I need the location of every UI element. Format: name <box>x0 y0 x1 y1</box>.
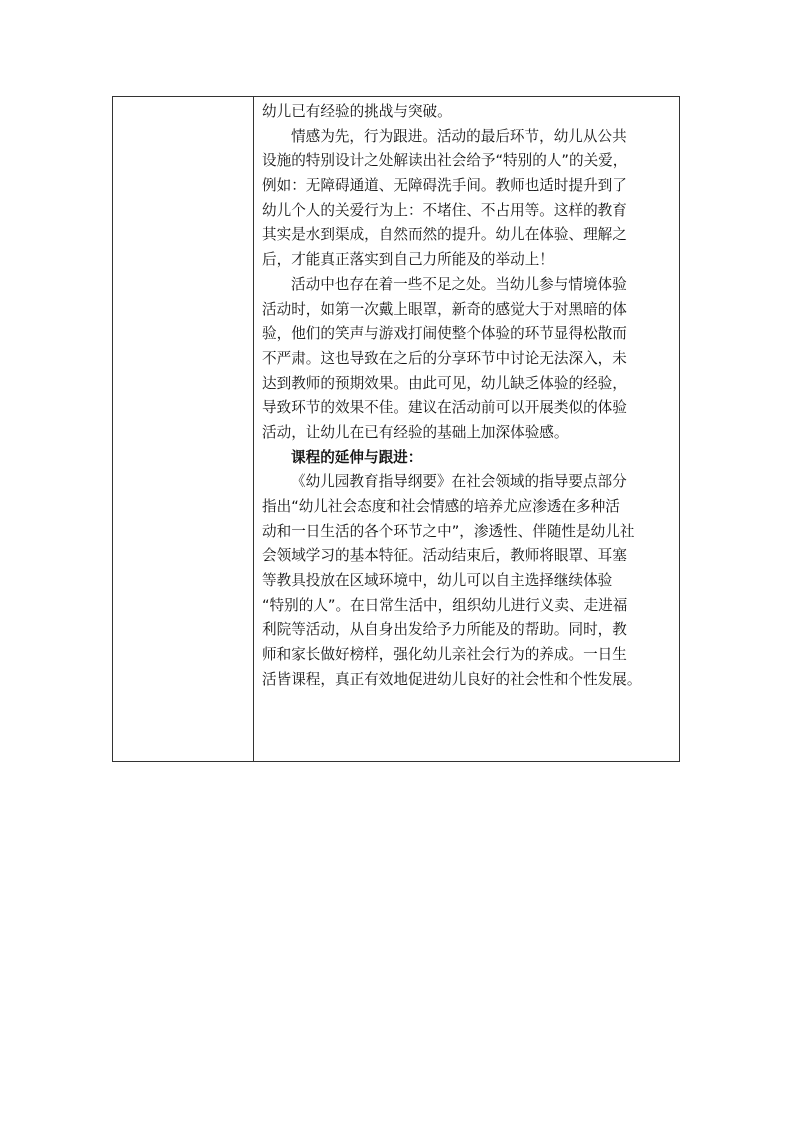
text-line: 不严肃。这也导致在之后的分享环节中讨论无法深入，未 <box>262 349 627 367</box>
content-table <box>112 96 680 762</box>
text-line: 幼儿个人的关爱行为上：不堵住、不占用等。这样的教育 <box>262 201 627 219</box>
paragraph-start-line: 《幼儿园教育指导纲要》在社会领域的指导要点部分 <box>291 473 627 491</box>
text-line: 其实是水到渠成，自然而然的提升。幼儿在体验、理解之 <box>262 226 627 244</box>
text-line: 动和一日生活的各个环节之中”，渗透性、伴随性是幼儿社 <box>262 522 635 540</box>
text-line: 活动时，如第一次戴上眼罩，新奇的感觉大于对黑暗的体 <box>262 300 627 318</box>
text-line: 幼儿已有经验的挑战与突破。 <box>262 103 452 120</box>
text-line: 例如：无障碍通道、无障碍洗手间。教师也适时提升到了 <box>262 177 627 195</box>
table-left-cell <box>113 97 254 761</box>
section-heading: 课程的延伸与跟进： <box>291 448 423 466</box>
text-line: 设施的特别设计之处解读出社会给予“特别的人”的关爱， <box>262 152 628 170</box>
paragraph-start-line: 情感为先，行为跟进。活动的最后环节，幼儿从公共 <box>291 127 627 145</box>
table-right-cell <box>262 97 676 761</box>
text-line: 活动，让幼儿在已有经验的基础上加深体验感。 <box>262 423 569 441</box>
text-line: 指出“幼儿社会态度和社会情感的培养尤应渗透在多种活 <box>262 498 620 515</box>
text-line: 利院等活动，从自身出发给予力所能及的帮助。同时，教 <box>262 621 627 639</box>
text-line: 后，才能真正落实到自己力所能及的举动上！ <box>262 251 554 269</box>
text-line: 师和家长做好榜样，强化幼儿亲社会行为的养成。一日生 <box>262 646 627 664</box>
text-line: 等教具投放在区域环境中，幼儿可以自主选择继续体验 <box>262 572 613 590</box>
text-line: 会领域学习的基本特征。活动结束后，教师将眼罩、耳塞 <box>262 547 627 565</box>
text-line: “特别的人”。在日常生活中，组织幼儿进行义卖、走进福 <box>262 596 628 614</box>
paragraph-start-line: 活动中也存在着一些不足之处。当幼儿参与情境体验 <box>291 275 627 293</box>
text-line: 导致环节的效果不佳。建议在活动前可以开展类似的体验 <box>262 399 627 417</box>
text-line: 达到教师的预期效果。由此可见，幼儿缺乏体验的经验， <box>262 374 627 392</box>
text-line: 活皆课程，真正有效地促进幼儿良好的社会性和个性发展。 <box>262 670 642 688</box>
text-line: 验，他们的笑声与游戏打闹使整个体验的环节显得松散而 <box>262 325 627 343</box>
